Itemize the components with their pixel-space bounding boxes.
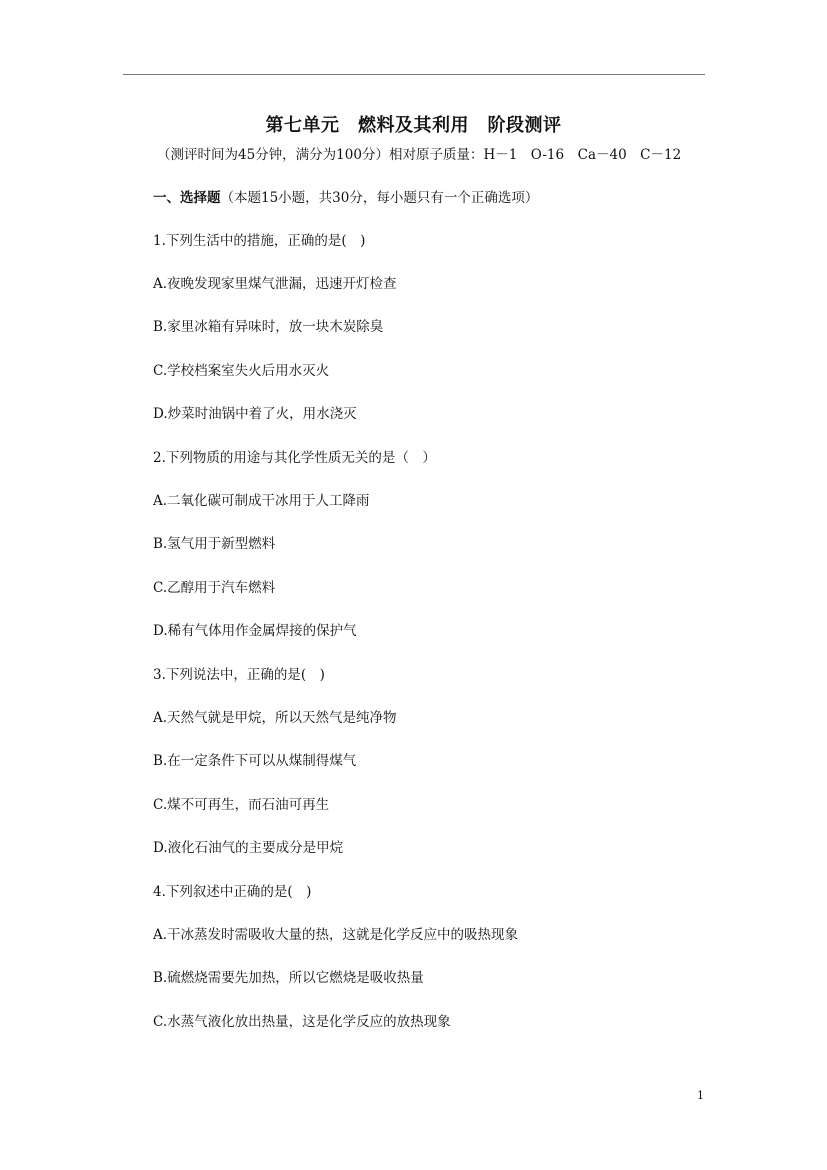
question-2-option-c: C.乙醇用于汽车燃料: [153, 580, 276, 596]
question-1-option-a: A.夜晚发现家里煤气泄漏，迅速开灯检查: [153, 276, 397, 292]
question-4-option-b: B.硫燃烧需要先加热，所以它燃烧是吸收热量: [153, 970, 424, 986]
section-label: 一、选择题: [153, 190, 221, 206]
header-rule: [123, 74, 705, 75]
page-number: 1: [697, 1089, 704, 1102]
question-2-option-a: A.二氧化碳可制成干冰用于人工降雨: [153, 493, 370, 509]
question-1-option-d: D.炒菜时油锅中着了火，用水浇灭: [153, 406, 357, 422]
question-3-option-d: D.液化石油气的主要成分是甲烷: [153, 840, 344, 856]
question-2-option-d: D.稀有气体用作金属焊接的保护气: [153, 623, 357, 639]
question-3-option-c: C.煤不可再生，而石油可再生: [153, 797, 330, 813]
section-heading: [153, 189, 538, 207]
question-2-stem: 2.下列物质的用途与其化学性质无关的是（ ）: [153, 450, 436, 466]
question-3-stem: 3.下列说法中，正确的是( ): [153, 667, 325, 683]
page-subtitle: （测评时间为45分钟，满分为100分）相对原子质量：H－1 O-16 Ca－40 C－12: [157, 147, 682, 163]
question-1-option-c: C.学校档案室失火后用水灭火: [153, 363, 330, 379]
question-4-stem: 4.下列叙述中正确的是( ): [153, 884, 312, 900]
question-1-option-b: B.家里冰箱有异味时，放一块木炭除臭: [153, 319, 384, 335]
question-4-option-a: A.干冰蒸发时需吸收大量的热，这就是化学反应中的吸热现象: [153, 927, 519, 943]
section-note: （本题15小题，共30分，每小题只有一个正确选项）: [220, 190, 539, 206]
question-4-option-c: C.水蒸气液化放出热量，这是化学反应的放热现象: [153, 1014, 451, 1030]
page-title: 第七单元 燃料及其利用 阶段测评: [265, 115, 562, 136]
question-1-stem: 1.下列生活中的措施，正确的是( ): [153, 233, 366, 249]
question-2-option-b: B.氢气用于新型燃料: [153, 536, 276, 552]
question-3-option-a: A.天然气就是甲烷，所以天然气是纯净物: [153, 710, 397, 726]
question-3-option-b: B.在一定条件下可以从煤制得煤气: [153, 753, 357, 769]
